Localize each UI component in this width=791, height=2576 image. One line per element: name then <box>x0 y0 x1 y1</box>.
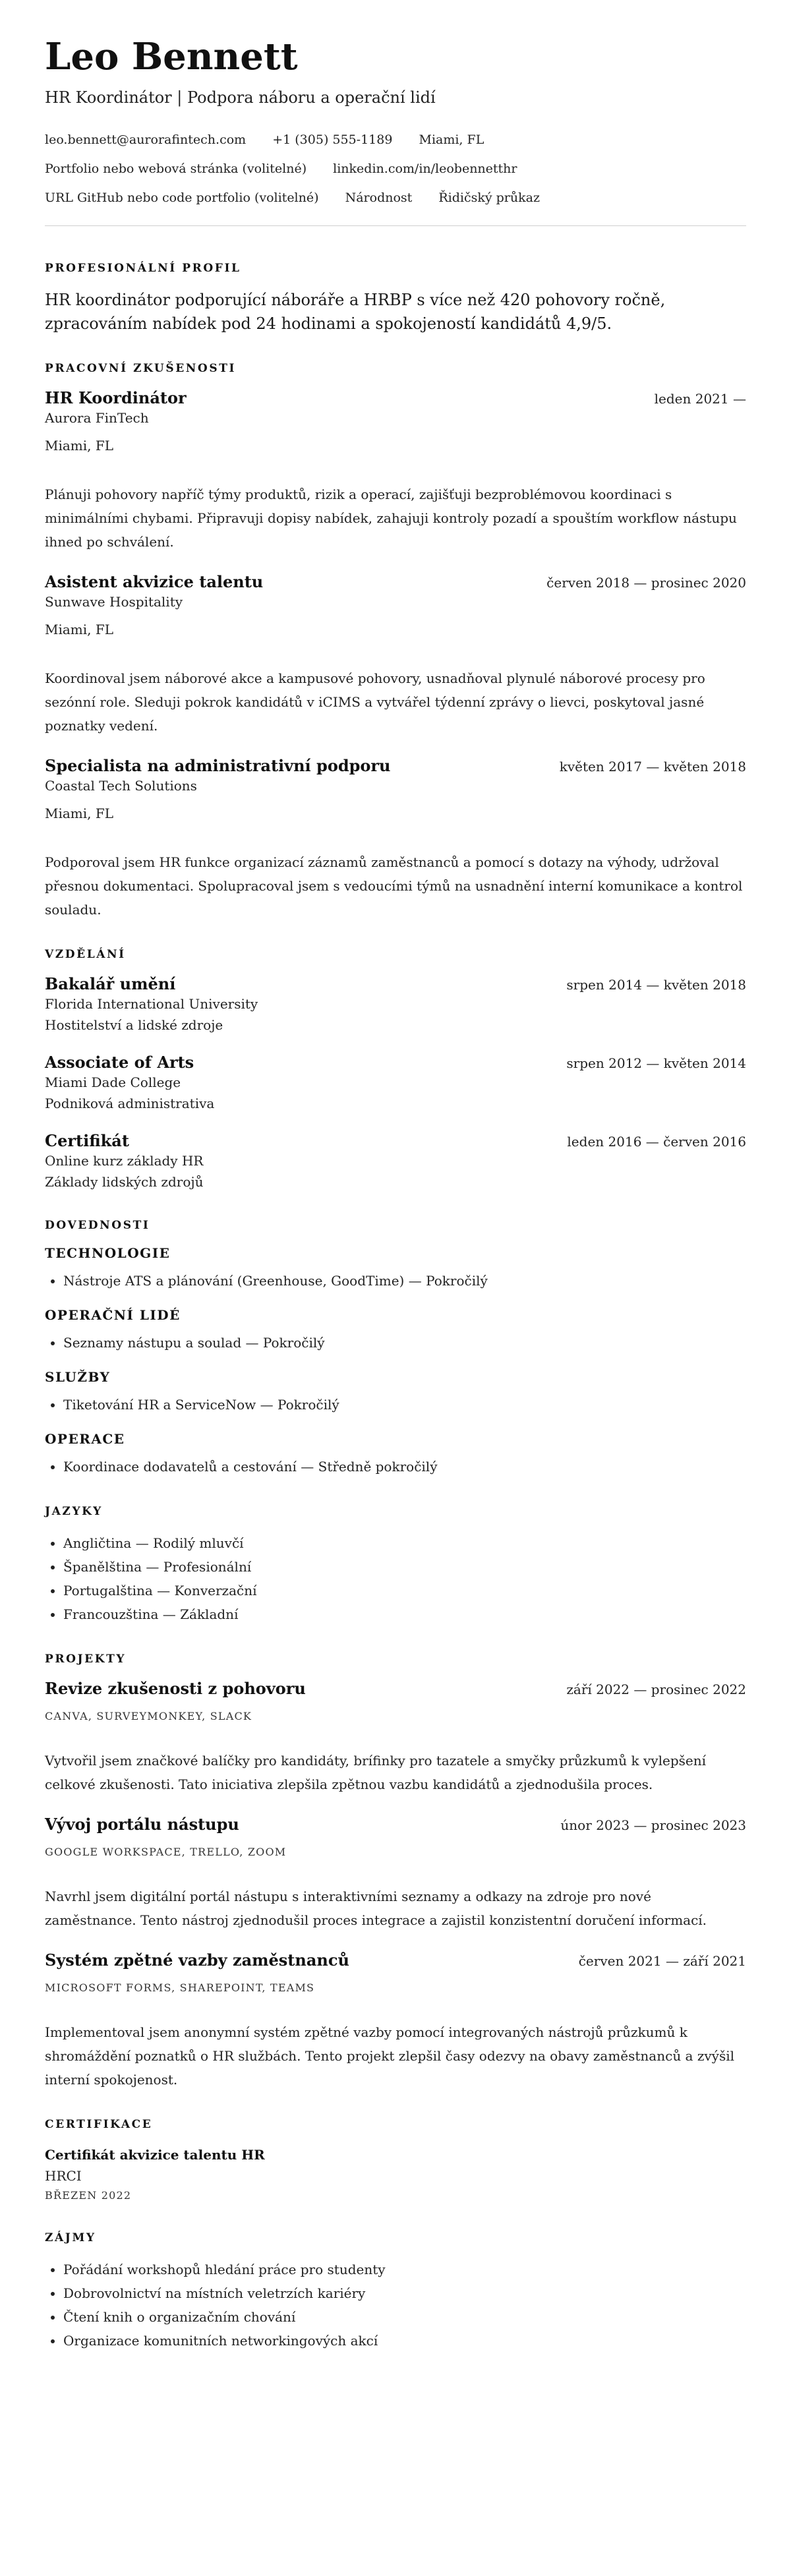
job-location: Miami, FL <box>45 621 114 637</box>
section-title: PROJEKTY <box>45 1652 127 1666</box>
skill-item: • Koordinace dodavatelů a cestování — Středně pokročilý <box>63 1455 746 1478</box>
skill-list <box>45 1455 746 1478</box>
project-dates: září 2022 — prosinec 2022 <box>566 1681 746 1697</box>
language-item: • Angličtina — Rodilý mluvčí <box>63 1531 746 1555</box>
skill-category: OPERAČNÍ LIDÉ <box>45 1306 181 1323</box>
projects-section <box>45 1653 746 2092</box>
project-description: Vytvořil jsem značkové balíčky pro kandidáty, brífinky pro tazatele a smyčky průzkumů k vylepšení celkové zkušenosti. Tato iniciativa zlepšila zpětnou vazbu kandidátů a zjednodušila proces. <box>45 1752 706 1792</box>
education-section <box>45 948 746 1192</box>
field-of-study: Hostitelství a lidské zdroje <box>45 1016 223 1033</box>
job-title: Specialista na administrativní podporu <box>45 755 391 775</box>
education-dates: srpen 2014 — květen 2018 <box>566 976 746 993</box>
certification-name: Certifikát akvizice talentu HR <box>45 2146 265 2163</box>
email-link[interactable]: leo.bennett@aurorafintech.com <box>45 132 247 147</box>
experience-entry <box>45 388 746 554</box>
summary-section <box>45 262 746 336</box>
degree-title: Certifikát <box>45 1130 129 1150</box>
education-dates: leden 2016 — červen 2016 <box>567 1133 746 1150</box>
section-title: PRACOVNÍ ZKUŠENOSTI <box>45 361 237 375</box>
project-description: Navrhl jsem digitální portál nástupu s interaktivními seznamy a odkazy na zdroje pro nové zaměstnance. Tento nástroj zjednodušil proces integrace a zajistil konzistentní doručení informací. <box>45 1888 707 1928</box>
skill-list <box>45 1393 746 1417</box>
project-tech: GOOGLE WORKSPACE, TRELLO, ZOOM <box>45 1845 287 1858</box>
project-name: Revize zkušenosti z pohovoru <box>45 1678 306 1698</box>
drivers-license: Řidičský průkaz <box>438 190 540 205</box>
summary-text: HR koordinátor podporující náboráře a HRBP s více než 420 pohovory ročně, zpracováním nabídek pod 24 hodinami a spokojeností kandidátů 4,9/5. <box>45 290 666 333</box>
job-dates: červen 2018 — prosinec 2020 <box>546 574 746 591</box>
education-entry <box>45 1053 746 1114</box>
section-title: PROFESIONÁLNÍ PROFIL <box>45 261 241 275</box>
project-name: Vývoj portálu nástupu <box>45 1814 239 1834</box>
portfolio-link[interactable]: Portfolio nebo webová stránka (volitelné) <box>45 161 307 176</box>
field-of-study: Základy lidských zdrojů <box>45 1173 204 1190</box>
project-tech: CANVA, SURVEYMONKEY, SLACK <box>45 1709 252 1722</box>
skill-category: OPERACE <box>45 1430 125 1447</box>
project-entry <box>45 1679 746 1796</box>
project-entry <box>45 1950 746 2092</box>
certification-entry <box>45 2144 746 2205</box>
project-name: Systém zpětné vazby zaměstnanců <box>45 1950 349 1970</box>
skills-section <box>45 1219 746 1478</box>
job-location: Miami, FL <box>45 805 114 821</box>
job-description: Podporoval jsem HR funkce organizací záznamů zaměstnanců a pomocí s dotazy na výhody, udržoval přesnou dokumentaci. Spolupracoval jsem s vedoucími týmů na usnadnění interní komunikace a kontrol souladu. <box>45 854 743 918</box>
school-name: Miami Dade College <box>45 1074 181 1090</box>
job-description: Plánuji pohovory napříč týmy produktů, rizik a operací, zajišťuji bezproblémovou koordinaci s minimálními chybami. Připravuji dopisy nabídek, zahajuji kontroly pozadí a spouštím workflow nástupu ihned po schválení. <box>45 486 737 550</box>
job-title: Asistent akvizice talentu <box>45 571 264 591</box>
language-item: • Portugalština — Konverzační <box>63 1579 746 1602</box>
interest-item: • Organizace komunitních networkingových akcí <box>63 2329 746 2353</box>
section-title: DOVEDNOSTI <box>45 1218 150 1232</box>
project-tech: MICROSOFT FORMS, SHAREPOINT, TEAMS <box>45 1981 315 1994</box>
company-name: Aurora FinTech <box>45 409 149 426</box>
education-entry <box>45 1131 746 1192</box>
company-name: Sunwave Hospitality <box>45 593 183 610</box>
header-divider <box>45 225 746 226</box>
location: Miami, FL <box>419 132 484 147</box>
field-of-study: Podniková administrativa <box>45 1095 215 1111</box>
interest-item: • Čtení knih o organizačním chování <box>63 2305 746 2329</box>
skill-list <box>45 1331 746 1355</box>
skill-item: • Seznamy nástupu a soulad — Pokročilý <box>63 1331 746 1355</box>
language-item: • Francouzština — Základní <box>63 1602 746 1626</box>
project-entry <box>45 1815 746 1932</box>
section-title: VZDĚLÁNÍ <box>45 947 126 961</box>
project-dates: únor 2023 — prosinec 2023 <box>560 1817 746 1833</box>
experience-entry <box>45 572 746 738</box>
skill-list <box>45 1269 746 1293</box>
job-description: Koordinoval jsem náborové akce a kampusové pohovory, usnadňoval plynulé náborové procesy pro sezónní role. Sleduji pokrok kandidátů v iCIMS a vytvářel týdenní zprávy o lievci, poskytoval jasné poznatky vedení. <box>45 670 705 734</box>
job-location: Miami, FL <box>45 437 114 454</box>
interest-list <box>45 2258 746 2353</box>
contact-line-1 <box>45 125 746 154</box>
certification-date: BŘEZEN 2022 <box>45 2188 132 2202</box>
resume-header <box>45 37 746 212</box>
project-dates: červen 2021 — září 2021 <box>578 1952 746 1969</box>
candidate-headline: HR Koordinátor | Podpora náboru a operační lidí <box>45 88 436 107</box>
experience-section <box>45 362 746 922</box>
candidate-name: Leo Bennett <box>45 35 298 78</box>
contact-line-3 <box>45 183 746 212</box>
language-list <box>45 1531 746 1626</box>
certifications-section <box>45 2118 746 2205</box>
skill-category: SLUŽBY <box>45 1368 111 1385</box>
job-dates: leden 2021 — <box>654 390 746 407</box>
degree-title: Bakalář umění <box>45 974 176 993</box>
skill-item: • Nástroje ATS a plánování (Greenhouse, GoodTime) — Pokročilý <box>63 1269 746 1293</box>
languages-section <box>45 1505 746 1626</box>
section-title: ZÁJMY <box>45 2231 96 2244</box>
job-dates: květen 2017 — květen 2018 <box>559 758 746 775</box>
skill-item: • Tiketování HR a ServiceNow — Pokročilý <box>63 1393 746 1417</box>
nationality: Národnost <box>345 190 413 205</box>
experience-entry <box>45 756 746 922</box>
school-name: Florida International University <box>45 995 258 1012</box>
degree-title: Associate of Arts <box>45 1052 194 1072</box>
interest-item: • Pořádání workshopů hledání práce pro studenty <box>63 2258 746 2281</box>
language-item: • Španělština — Profesionální <box>63 1555 746 1579</box>
interests-section <box>45 2231 746 2353</box>
education-dates: srpen 2012 — květen 2014 <box>566 1055 746 1071</box>
section-title: CERTIFIKACE <box>45 2117 153 2131</box>
github-link[interactable]: URL GitHub nebo code portfolio (volitelné) <box>45 190 319 205</box>
linkedin-link[interactable]: linkedin.com/in/leobennetthr <box>333 161 517 176</box>
project-description: Implementoval jsem anonymní systém zpětné vazby pomocí integrovaných nástrojů průzkumů k shromáždění poznatků o HR službách. Tento projekt zlepšil časy odezvy na obavy zaměstnanců a zvýšil interní spokojenost. <box>45 2024 735 2088</box>
education-entry <box>45 974 746 1036</box>
certification-issuer: HRCI <box>45 2167 82 2184</box>
job-title: HR Koordinátor <box>45 388 187 407</box>
skill-category: TECHNOLOGIE <box>45 1244 171 1261</box>
phone-number[interactable]: +1 (305) 555-1189 <box>272 132 393 147</box>
section-title: JAZYKY <box>45 1504 103 1518</box>
contact-line-2 <box>45 154 746 183</box>
school-name: Online kurz základy HR <box>45 1152 204 1169</box>
interest-item: • Dobrovolnictví na místních veletrzích kariéry <box>63 2281 746 2305</box>
company-name: Coastal Tech Solutions <box>45 777 197 794</box>
